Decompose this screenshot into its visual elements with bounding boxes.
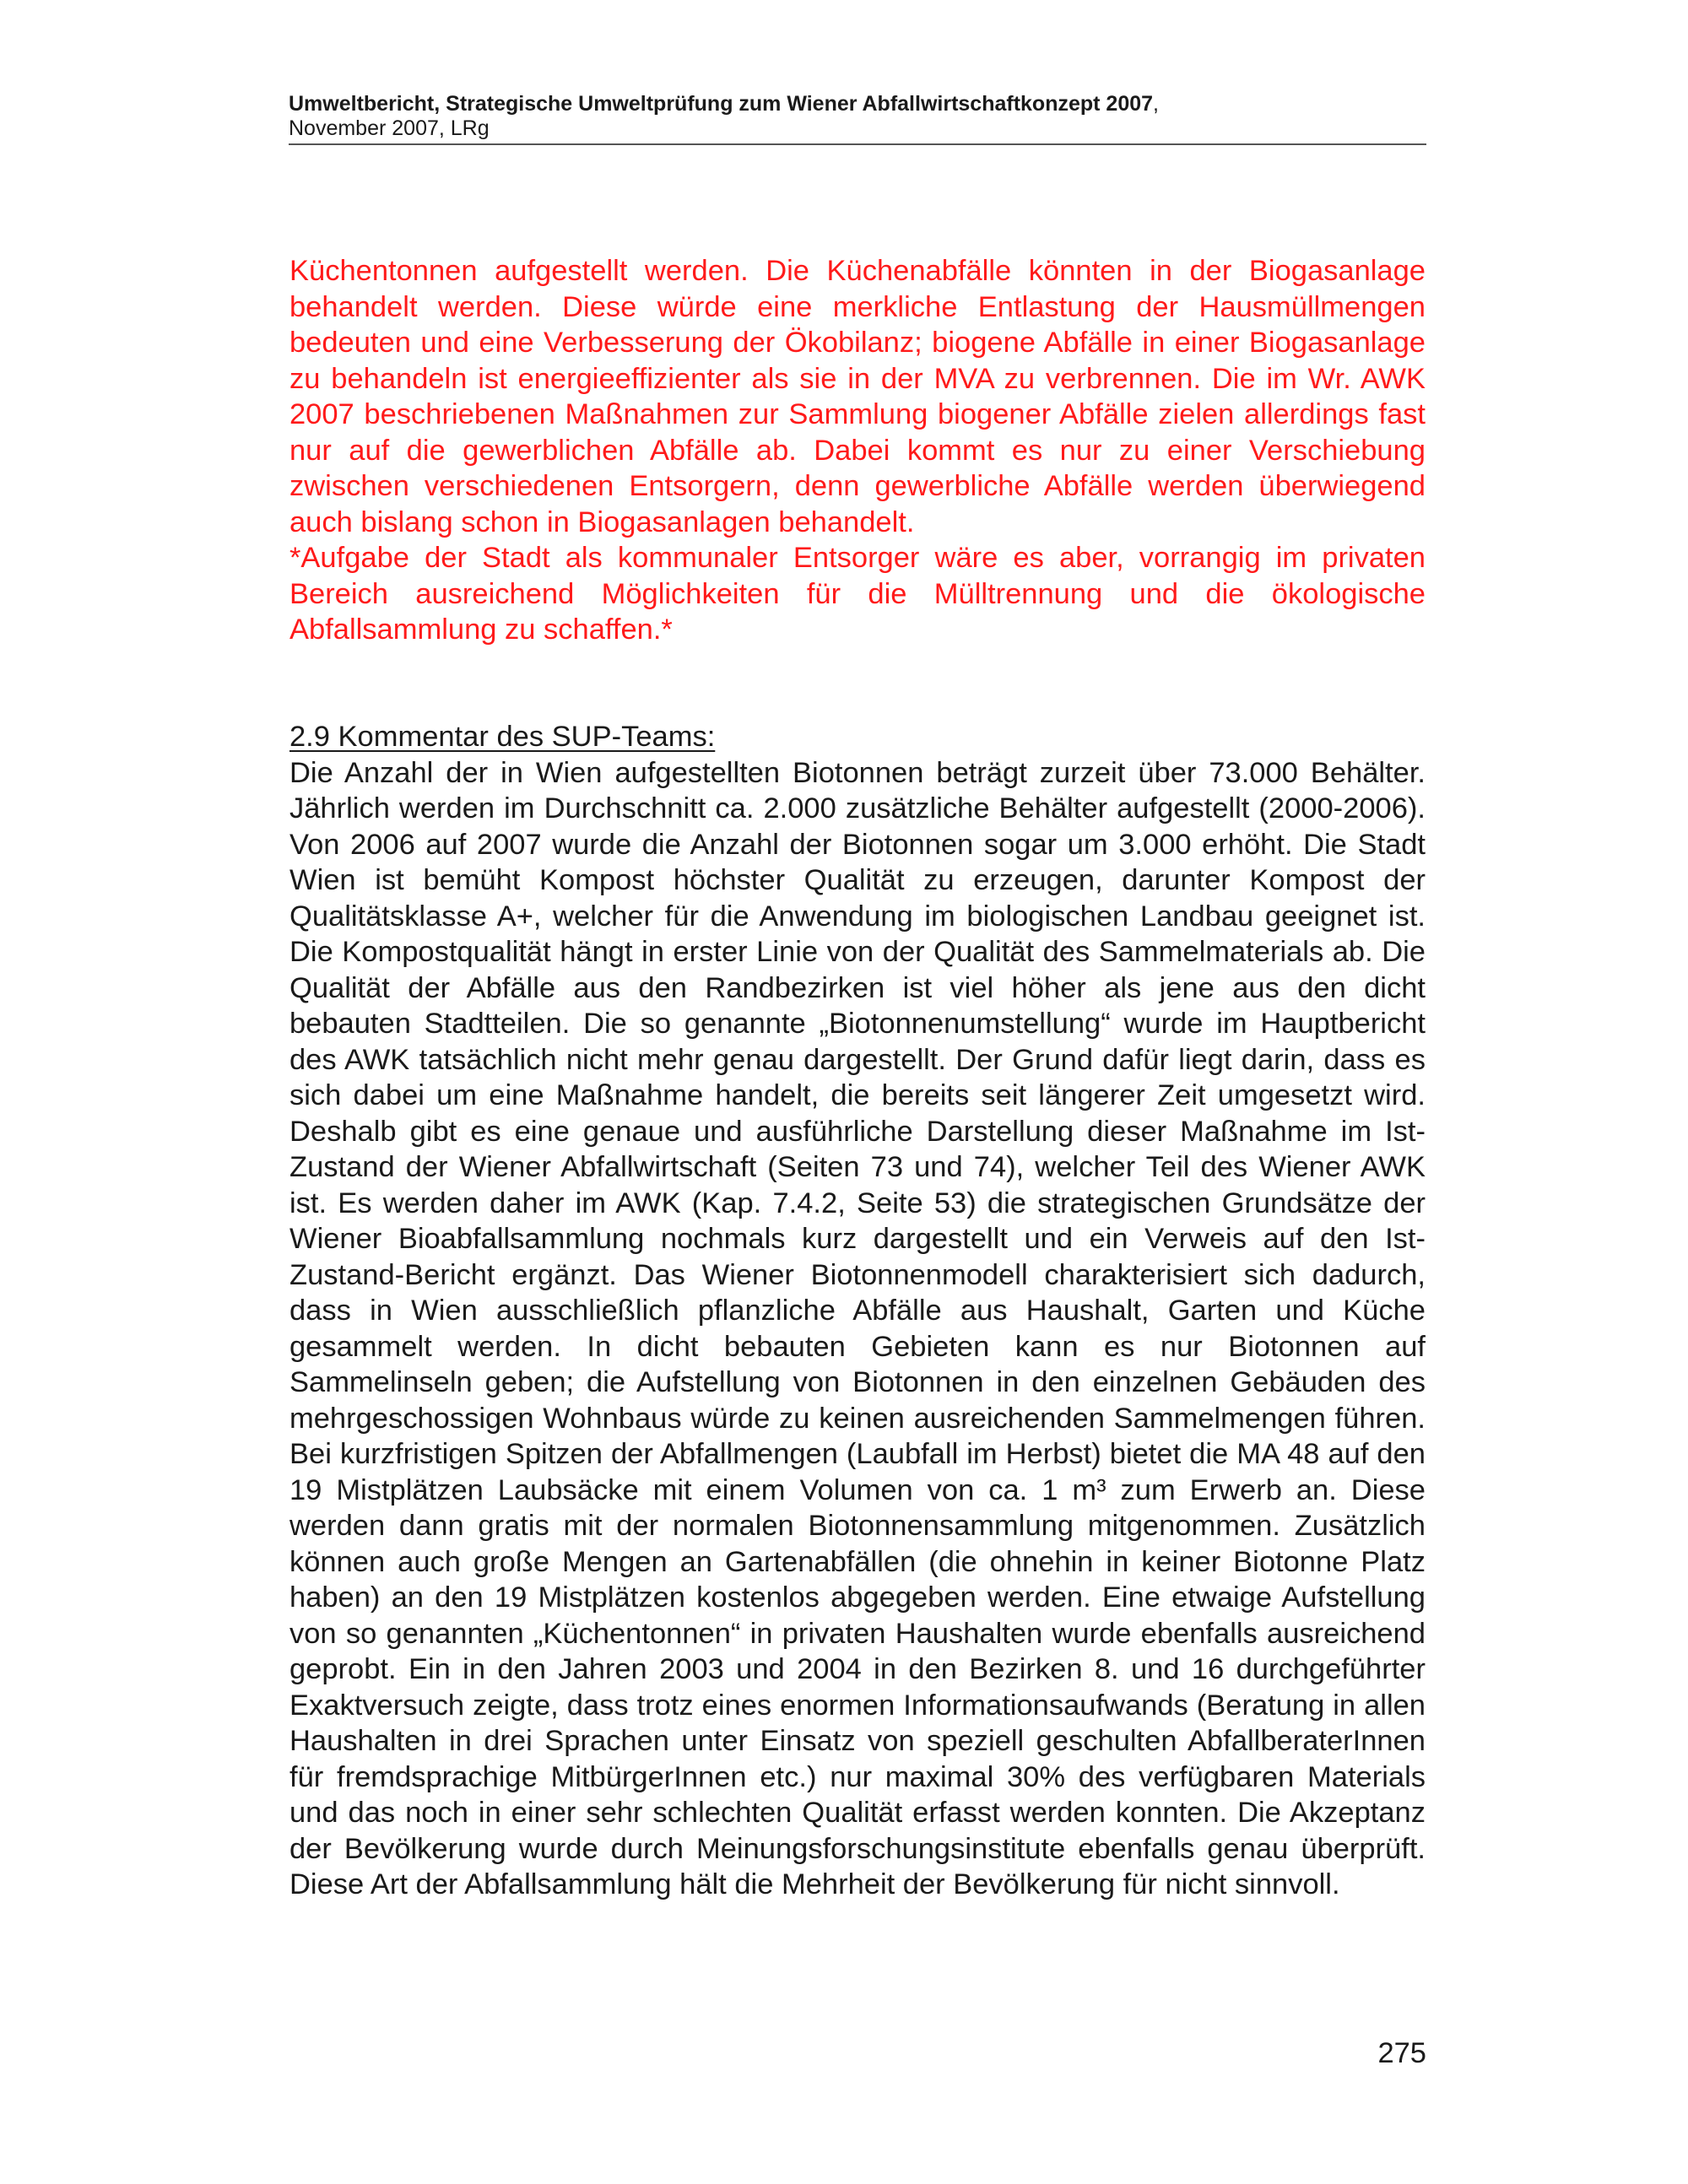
header-title-line (289, 91, 1426, 116)
comment-emphasis: *Aufgabe der Stadt als kommunaler Entsorger wäre es aber, vorrangig im privaten Bereich ausreichend Möglichkeiten für die Mülltrennung und die ökologische Abfallsammlung zu schaffen.* (289, 542, 1426, 646)
section-body: Die Anzahl der in Wien aufgestellten Biotonnen beträgt zurzeit über 73.000 Behälter. Jährlich werden im Durchschnitt ca. 2.000 zusätzliche Behälter aufgestellt (2000-2006). Von 2006 auf 2007 wurde die Anzahl der Biotonnen sogar um 3.000 erhöht. Die Stadt Wien ist bemüht Kompost höchster Qualität zu erzeugen, darunter Kompost der Qualitätsklasse A+, welcher für die Anwendung im biologischen Landbau geeignet ist. Die Kompostqualität hängt in erster Linie von der Qualität des Sammelmaterials ab. Die Qualität der Abfälle aus den Randbezirken ist viel höher als jene aus den dicht bebauten Stadtteilen. Die so genannte „Biotonnenumstellung“ wurde im Hauptbericht des AWK tatsächlich nicht mehr genau dargestellt. Der Grund dafür liegt darin, dass es sich dabei um eine Maßnahme handelt, die bereits seit längerer Zeit umgesetzt wird. Deshalb gibt es eine genaue und ausführliche Darstellung dieser Maßnahme im Ist-Zustand der Wiener Abfallwirtschaft (Seiten 73 und 74), welcher Teil des Wiener AWK ist. Es werden daher im AWK (Kap. 7.4.2, Seite 53) die strategischen Grundsätze der Wiener Bioabfallsammlung nochmals kurz dargestellt und ein Verweis auf den Ist-Zustand-Bericht ergänzt. Das Wiener Biotonnenmodell charakterisiert sich dadurch, dass in Wien ausschließlich pflanzliche Abfälle aus Haushalt, Garten und Küche gesammelt werden. In dicht bebauten Gebieten kann es nur Biotonnen auf Sammelinseln geben; die Aufstellung von Biotonnen in den einzelnen Gebäuden des mehrgeschossigen Wohnbaus würde zu keinen ausreichenden Sammelmengen führen. Bei kurzfristigen Spitzen der Abfallmengen (Laubfall im Herbst) bietet die MA 48 auf den 19 Mistplätzen Laubsäcke mit einem Volumen von ca. 1 m³ zum Erwerb an. Diese werden dann gratis mit der normalen Biotonnensammlung mitgenommen. Zusätzlich können auch große Mengen an Gartenabfällen (die ohnehin in keiner Biotonne Platz haben) an den 19 Mistplätzen kostenlos abgegeben werden. Eine etwaige Aufstellung von so genannten „Küchentonnen“ in privaten Haushalten wurde ebenfalls ausreichend geprobt. Ein in den Jahren 2003 und 2004 in den Bezirken 8. und 16 durchgeführter Exaktversuch zeigte, dass trotz eines enormen Informationsaufwands (Beratung in allen Haushalten in drei Sprachen unter Einsatz von speziell geschulten AbfallberaterInnen für fremdsprachige MitbürgerInnen etc.) nur maximal 30% des verfügbaren Materials und das noch in einer sehr schlechten Qualität erfasst werden konnten. Die Akzeptanz der Bevölkerung wurde durch Meinungsforschungsinstitute ebenfalls genau überprüft. Diese Art der Abfallsammlung hält die Mehrheit der Bevölkerung für nicht sinnvoll. (289, 756, 1426, 1900)
page-header (289, 91, 1426, 145)
header-title-suffix: , (1153, 92, 1159, 116)
comment-paragraph: Küchentonnen aufgestellt werden. Die Küchenabfälle könnten in der Biogasanlage behandelt werden. Diese würde eine merkliche Entlastung der Hausmüllmengen bedeuten und eine Verbesserung der Ökobilanz; biogene Abfälle in einer Biogasanlage zu behandeln ist energieeffizienter als sie in der MVA zu verbrennen. Die im Wr. AWK 2007 beschriebenen Maßnahmen zur Sammlung biogener Abfälle zielen allerdings fast nur auf die gewerblichen Abfälle ab. Dabei kommt es nur zu einer Verschiebung zwischen verschiedenen Entsorgern, denn gewerbliche Abfälle werden überwiegend auch bislang schon in Biogasanlagen behandelt. (289, 255, 1426, 538)
page-number: 275 (1377, 2037, 1426, 2069)
section-heading: 2.9 Kommentar des SUP-Teams: (289, 721, 716, 753)
red-comment-block (289, 253, 1426, 648)
section-block (289, 719, 1426, 1903)
header-subtitle: November 2007, LRg (289, 116, 490, 140)
header-title: Umweltbericht, Strategische Umweltprüfung zum Wiener Abfallwirtschaftkonzept 2007 (289, 92, 1154, 116)
